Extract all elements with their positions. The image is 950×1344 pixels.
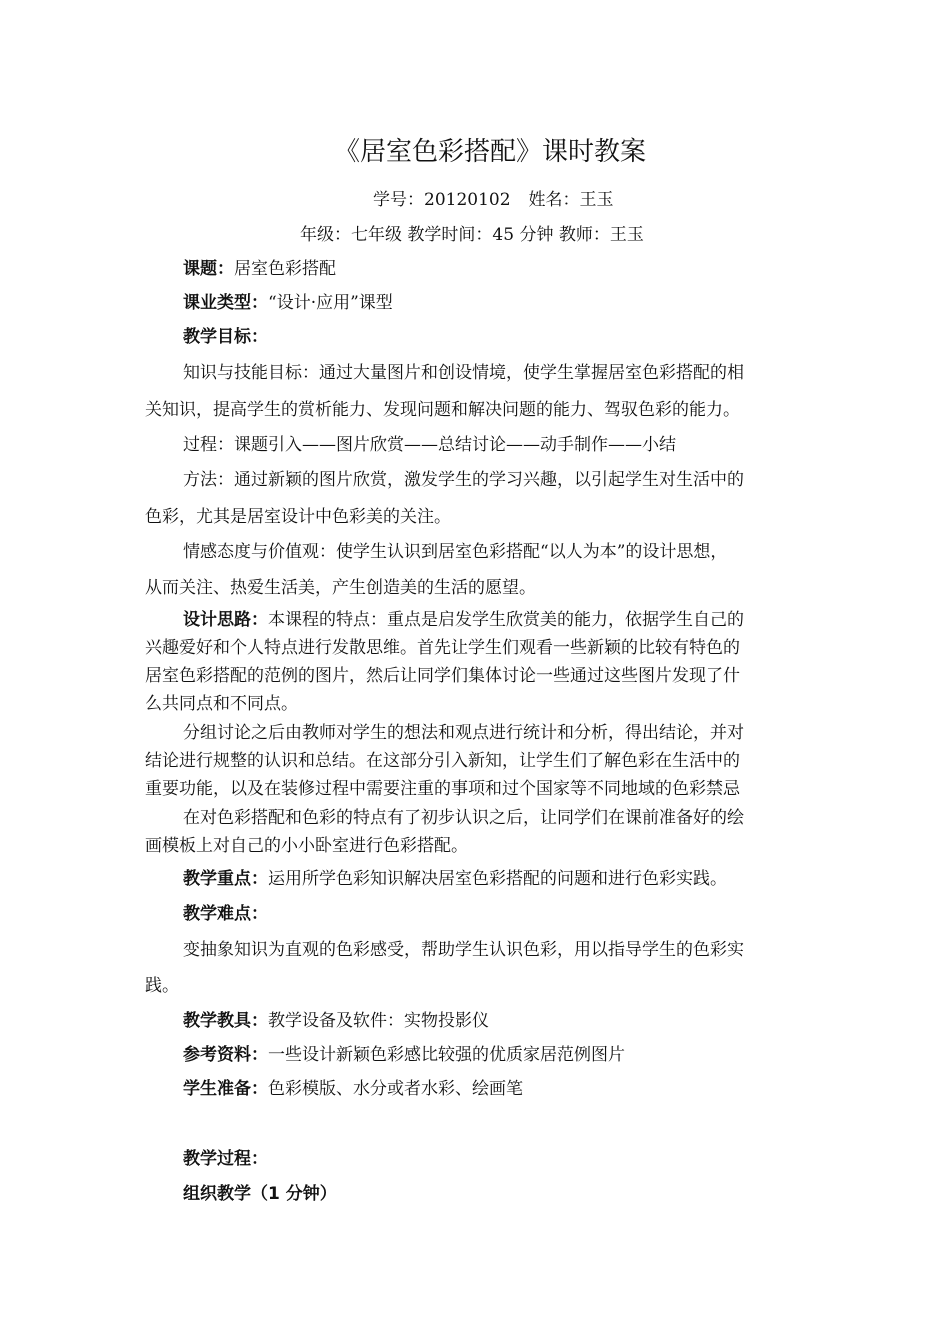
student-name-value: 王玉 [579,190,614,210]
design-text: 本课程的特点：重点是启发学生欣赏美的能力，依据学生自己的 [268,610,744,630]
lesson-type-line [183,292,393,314]
lesson-type-value: “设计·应用”课型 [268,293,393,313]
difficulty-line2: 践。 [145,976,179,996]
goal-knowledge-line1: 知识与技能目标：通过大量图片和创设情境，使学生掌握居室色彩搭配的相 [183,363,744,383]
design-line4: 么共同点和不同点。 [145,694,298,714]
student-id-label: 学号： [373,190,424,210]
student-info-line [373,189,614,211]
discuss-line2: 结论进行规整的认识和总结。在这部分引入新知，让学生们了解色彩在生活中的 [145,751,740,771]
reference-label: 参考资料： [183,1045,268,1065]
design-label: 设计思路： [183,610,268,630]
design-line2: 兴趣爱好和个人特点进行发散思维。首先让学生们观看一些新颖的比较有特色的 [145,638,740,658]
student-id-value: 20120102 [424,190,511,210]
reference-line [183,1044,625,1066]
student-name-label: 姓名： [528,190,580,210]
page-title: 《居室色彩搭配》课时教案 [333,137,646,167]
practice-line2: 画模板上对自己的小小卧室进行色彩搭配。 [145,836,468,856]
topic-value: 居室色彩搭配 [234,259,336,279]
student-prep-line [183,1078,523,1100]
difficulty-heading: 教学难点： [183,904,268,924]
reference-value: 一些设计新颖色彩感比较强的优质家居范例图片 [268,1045,625,1065]
practice-line1: 在对色彩搭配和色彩的特点有了初步认识之后，让同学们在课前准备好的绘 [183,808,744,828]
design-line3: 居室色彩搭配的范例的图片，然后让同学们集体讨论一些通过这些图片发现了什 [145,666,740,686]
tools-value: 教学设备及软件：实物投影仪 [268,1011,489,1031]
method-line2: 色彩，尤其是居室设计中色彩美的关注。 [145,507,451,527]
goal-knowledge-line2: 关知识，提高学生的赏析能力、发现问题和解决问题的能力、驾驭色彩的能力。 [145,400,740,420]
lesson-type-label: 课业类型： [183,293,268,313]
process-heading: 教学过程： [183,1149,268,1169]
key-point-line [183,868,727,890]
organize-heading: 组织教学（1 分钟） [183,1184,337,1204]
goals-heading: 教学目标： [183,327,268,347]
design-line1 [183,609,744,631]
discuss-line1: 分组讨论之后由教师对学生的想法和观点进行统计和分析，得出结论，并对 [183,723,744,743]
topic-line [183,258,336,280]
student-prep-value: 色彩模版、水分或者水彩、绘画笔 [268,1079,523,1099]
discuss-line3: 重要功能，以及在装修过程中需要注重的事项和过个国家等不同地域的色彩禁忌 [145,779,740,799]
difficulty-line1: 变抽象知识为直观的色彩感受，帮助学生认识色彩，用以指导学生的色彩实 [183,940,744,960]
student-prep-label: 学生准备： [183,1079,268,1099]
tools-line [183,1010,489,1032]
key-point-label: 教学重点： [183,869,268,889]
grade-time-teacher-line: 年级：七年级 教学时间：45 分钟 教师：王玉 [300,225,644,245]
key-point-value: 运用所学色彩知识解决居室色彩搭配的问题和进行色彩实践。 [268,869,727,889]
process-summary-line: 过程：课题引入——图片欣赏——总结讨论——动手制作——小结 [183,435,676,455]
emotion-line2: 从而关注、热爱生活美，产生创造美的生活的愿望。 [145,578,536,598]
emotion-line1: 情感态度与价值观：使学生认识到居室色彩搭配“以人为本”的设计思想， [183,542,728,562]
tools-label: 教学教具： [183,1011,268,1031]
method-line1: 方法：通过新颖的图片欣赏，激发学生的学习兴趣，以引起学生对生活中的 [183,470,744,490]
topic-label: 课题： [183,259,234,279]
